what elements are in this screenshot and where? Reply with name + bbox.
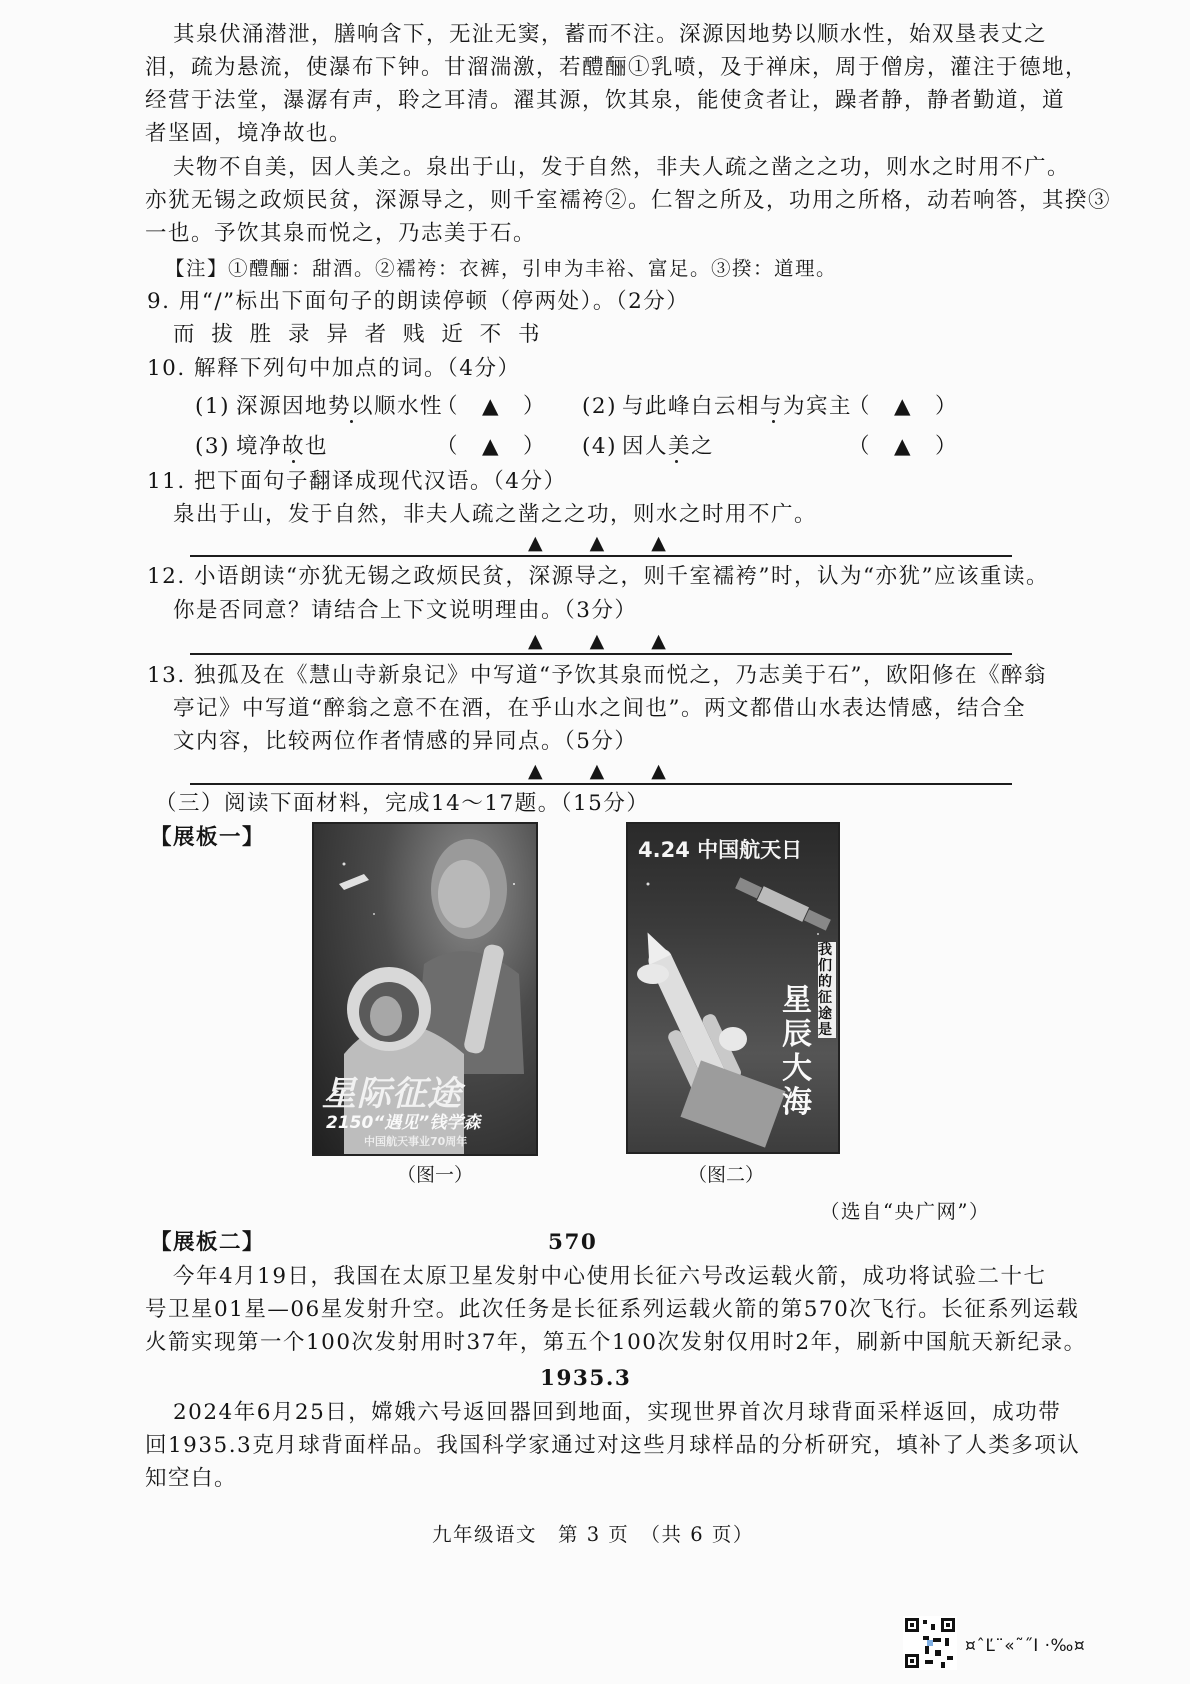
q10-item-4-blank[interactable]: （ ▲ ）	[848, 434, 959, 459]
q10-item-3-blank[interactable]: （ ▲ ）	[436, 434, 547, 459]
passage-line: 者坚固，境净故也。	[145, 121, 353, 146]
poster-2-slogan-big: 星辰大海	[782, 983, 812, 1120]
q10-item-3-num: (3)	[195, 434, 230, 459]
board-1-label: 【展板一】	[150, 825, 266, 850]
heading-1935: 1935.3	[540, 1366, 632, 1391]
answer-mark: ▲ ▲ ▲	[528, 760, 680, 782]
answer-line-13[interactable]	[190, 783, 1012, 785]
poster-1-image	[312, 822, 538, 1156]
question-9-sentence: 而 拔 胜 录 异 者 贱 近 不 书	[173, 322, 545, 347]
poster-2-slogan-small: 我们的征途是	[818, 942, 836, 1038]
question-12-line: 你是否同意？请结合上下文说明理由。（3分）	[173, 598, 638, 623]
page-footer: 九年级语文 第 3 页 （共 6 页）	[432, 1523, 754, 1546]
question-13-line: 13. 独孤及在《慧山寺新泉记》中写道“予饮其泉而悦之，乃志美于石”，欧阳修在《醉翁	[147, 663, 1048, 688]
question-13-line: 文内容，比较两位作者情感的异同点。（5分）	[173, 729, 638, 754]
paragraph-570-line: 火箭实现第一个100次发射用时37年，第五个100次发射仅用时2年，刷新中国航天新纪录。	[145, 1330, 1087, 1355]
passage-line: 经营于法堂，瀑潺有声，聆之耳清。濯其源，饮其泉，能使贪者让，躁者静，静者勤道，道	[145, 88, 1066, 113]
answer-line-11[interactable]	[190, 555, 1012, 557]
figure-1-caption: （图一）	[397, 1164, 474, 1186]
paragraph-1935-line: 回1935.3克月球背面样品。我国科学家通过对这些月球样品的分析研究，填补了人类多项认	[145, 1433, 1081, 1458]
passage-line: 泪，疏为悬流，使瀑布下钟。甘溜湍激，若醴酾①乳喷，及于禅床，周于僧房，灌注于德地，	[145, 55, 1089, 80]
q10-item-1-num: (1)	[195, 394, 230, 419]
q10-item-1-text: 深源因地势以顺水性	[236, 394, 444, 419]
q10-item-4-text: 因人美之	[622, 434, 715, 459]
section-3-title: （三）阅读下面材料，完成14～17题。（15分）	[155, 791, 650, 816]
question-12-line: 12. 小语朗读“亦犹无锡之政烦民贫，深源导之，则千室襦袴”时，认为“亦犹”应该重读。	[147, 564, 1049, 589]
heading-570: 570	[548, 1230, 598, 1255]
q10-item-2-num: (2)	[582, 394, 617, 419]
question-11-sentence: 泉出于山，发于自然，非夫人疏之凿之之功，则水之时用不广。	[173, 502, 818, 527]
paragraph-1935-line: 知空白。	[145, 1466, 238, 1491]
question-13-line: 亭记》中写道“醉翁之意不在酒，在乎山水之间也”。两文都借山水表达情感，结合全	[173, 696, 1026, 721]
passage-line: 其泉伏涌潜泄，膳响含下，无沚无窦，蓄而不注。深源因地势以顺水性，始双垦表丈之	[173, 22, 1048, 47]
question-9-title: 9. 用“/”标出下面句子的朗读停顿（停两处）。（2分）	[147, 289, 690, 314]
q10-item-4-num: (4)	[582, 434, 617, 459]
answer-line-12[interactable]	[190, 653, 1012, 655]
qr-code-icon	[903, 1616, 957, 1670]
poster-1-footer: 中国航天事业70周年	[364, 1135, 468, 1148]
q10-item-2-blank[interactable]: （ ▲ ）	[848, 394, 959, 419]
q10-item-3-text: 境净故也	[236, 434, 329, 459]
passage-line: 亦犹无锡之政烦民贫，深源导之，则千室襦袴②。仁智之所及，功用之所格，动若响答，其揆③	[145, 188, 1112, 213]
emphasis-dot	[675, 460, 678, 463]
answer-mark: ▲ ▲ ▲	[528, 630, 680, 652]
paragraph-1935-line: 2024年6月25日，嫦娥六号返回器回到地面，实现世界首次月球背面采样返回，成功带	[173, 1400, 1062, 1425]
poster-1-headline: 星际征途	[322, 1074, 462, 1114]
figure-2-caption: （图二）	[688, 1164, 765, 1186]
board-2-label: 【展板二】	[150, 1230, 266, 1255]
passage-note: 【注】①醴酾：甜酒。②襦袴：衣裤，引申为丰裕、富足。③揆：道理。	[165, 257, 838, 280]
question-11-title: 11. 把下面句子翻译成现代汉语。（4分）	[147, 469, 567, 494]
q10-item-1-blank[interactable]: （ ▲ ）	[436, 394, 547, 419]
stamp-text: ¤ˆĽ¨«˜˝Ι ·‰¤	[965, 1636, 1086, 1656]
poster-2-image	[626, 822, 840, 1154]
emphasis-dot	[772, 420, 775, 423]
answer-mark: ▲ ▲ ▲	[528, 532, 680, 554]
emphasis-dot	[292, 460, 295, 463]
poster-1-subline: 2150“遇见”钱学森	[326, 1113, 481, 1133]
passage-line: 夫物不自美，因人美之。泉出于山，发于自然，非夫人疏之凿之之功，则水之时用不广。	[173, 155, 1071, 180]
poster-2-headline: 4.24 中国航天日	[638, 838, 803, 862]
emphasis-dot	[350, 420, 353, 423]
paragraph-570-line: 今年4月19日，我国在太原卫星发射中心使用长征六号改运载火箭，成功将试验二十七	[173, 1264, 1047, 1289]
passage-line: 一也。予饮其泉而悦之，乃志美于石。	[145, 221, 537, 246]
image-source: （选自“央广网”）	[820, 1200, 990, 1223]
paragraph-570-line: 号卫星01星—06星发射升空。此次任务是长征系列运载火箭的第570次飞行。长征系列运载	[145, 1297, 1080, 1322]
question-10-title: 10. 解释下列句中加点的词。（4分）	[147, 356, 521, 381]
q10-item-2-text: 与此峰白云相与为宾主	[622, 394, 853, 419]
